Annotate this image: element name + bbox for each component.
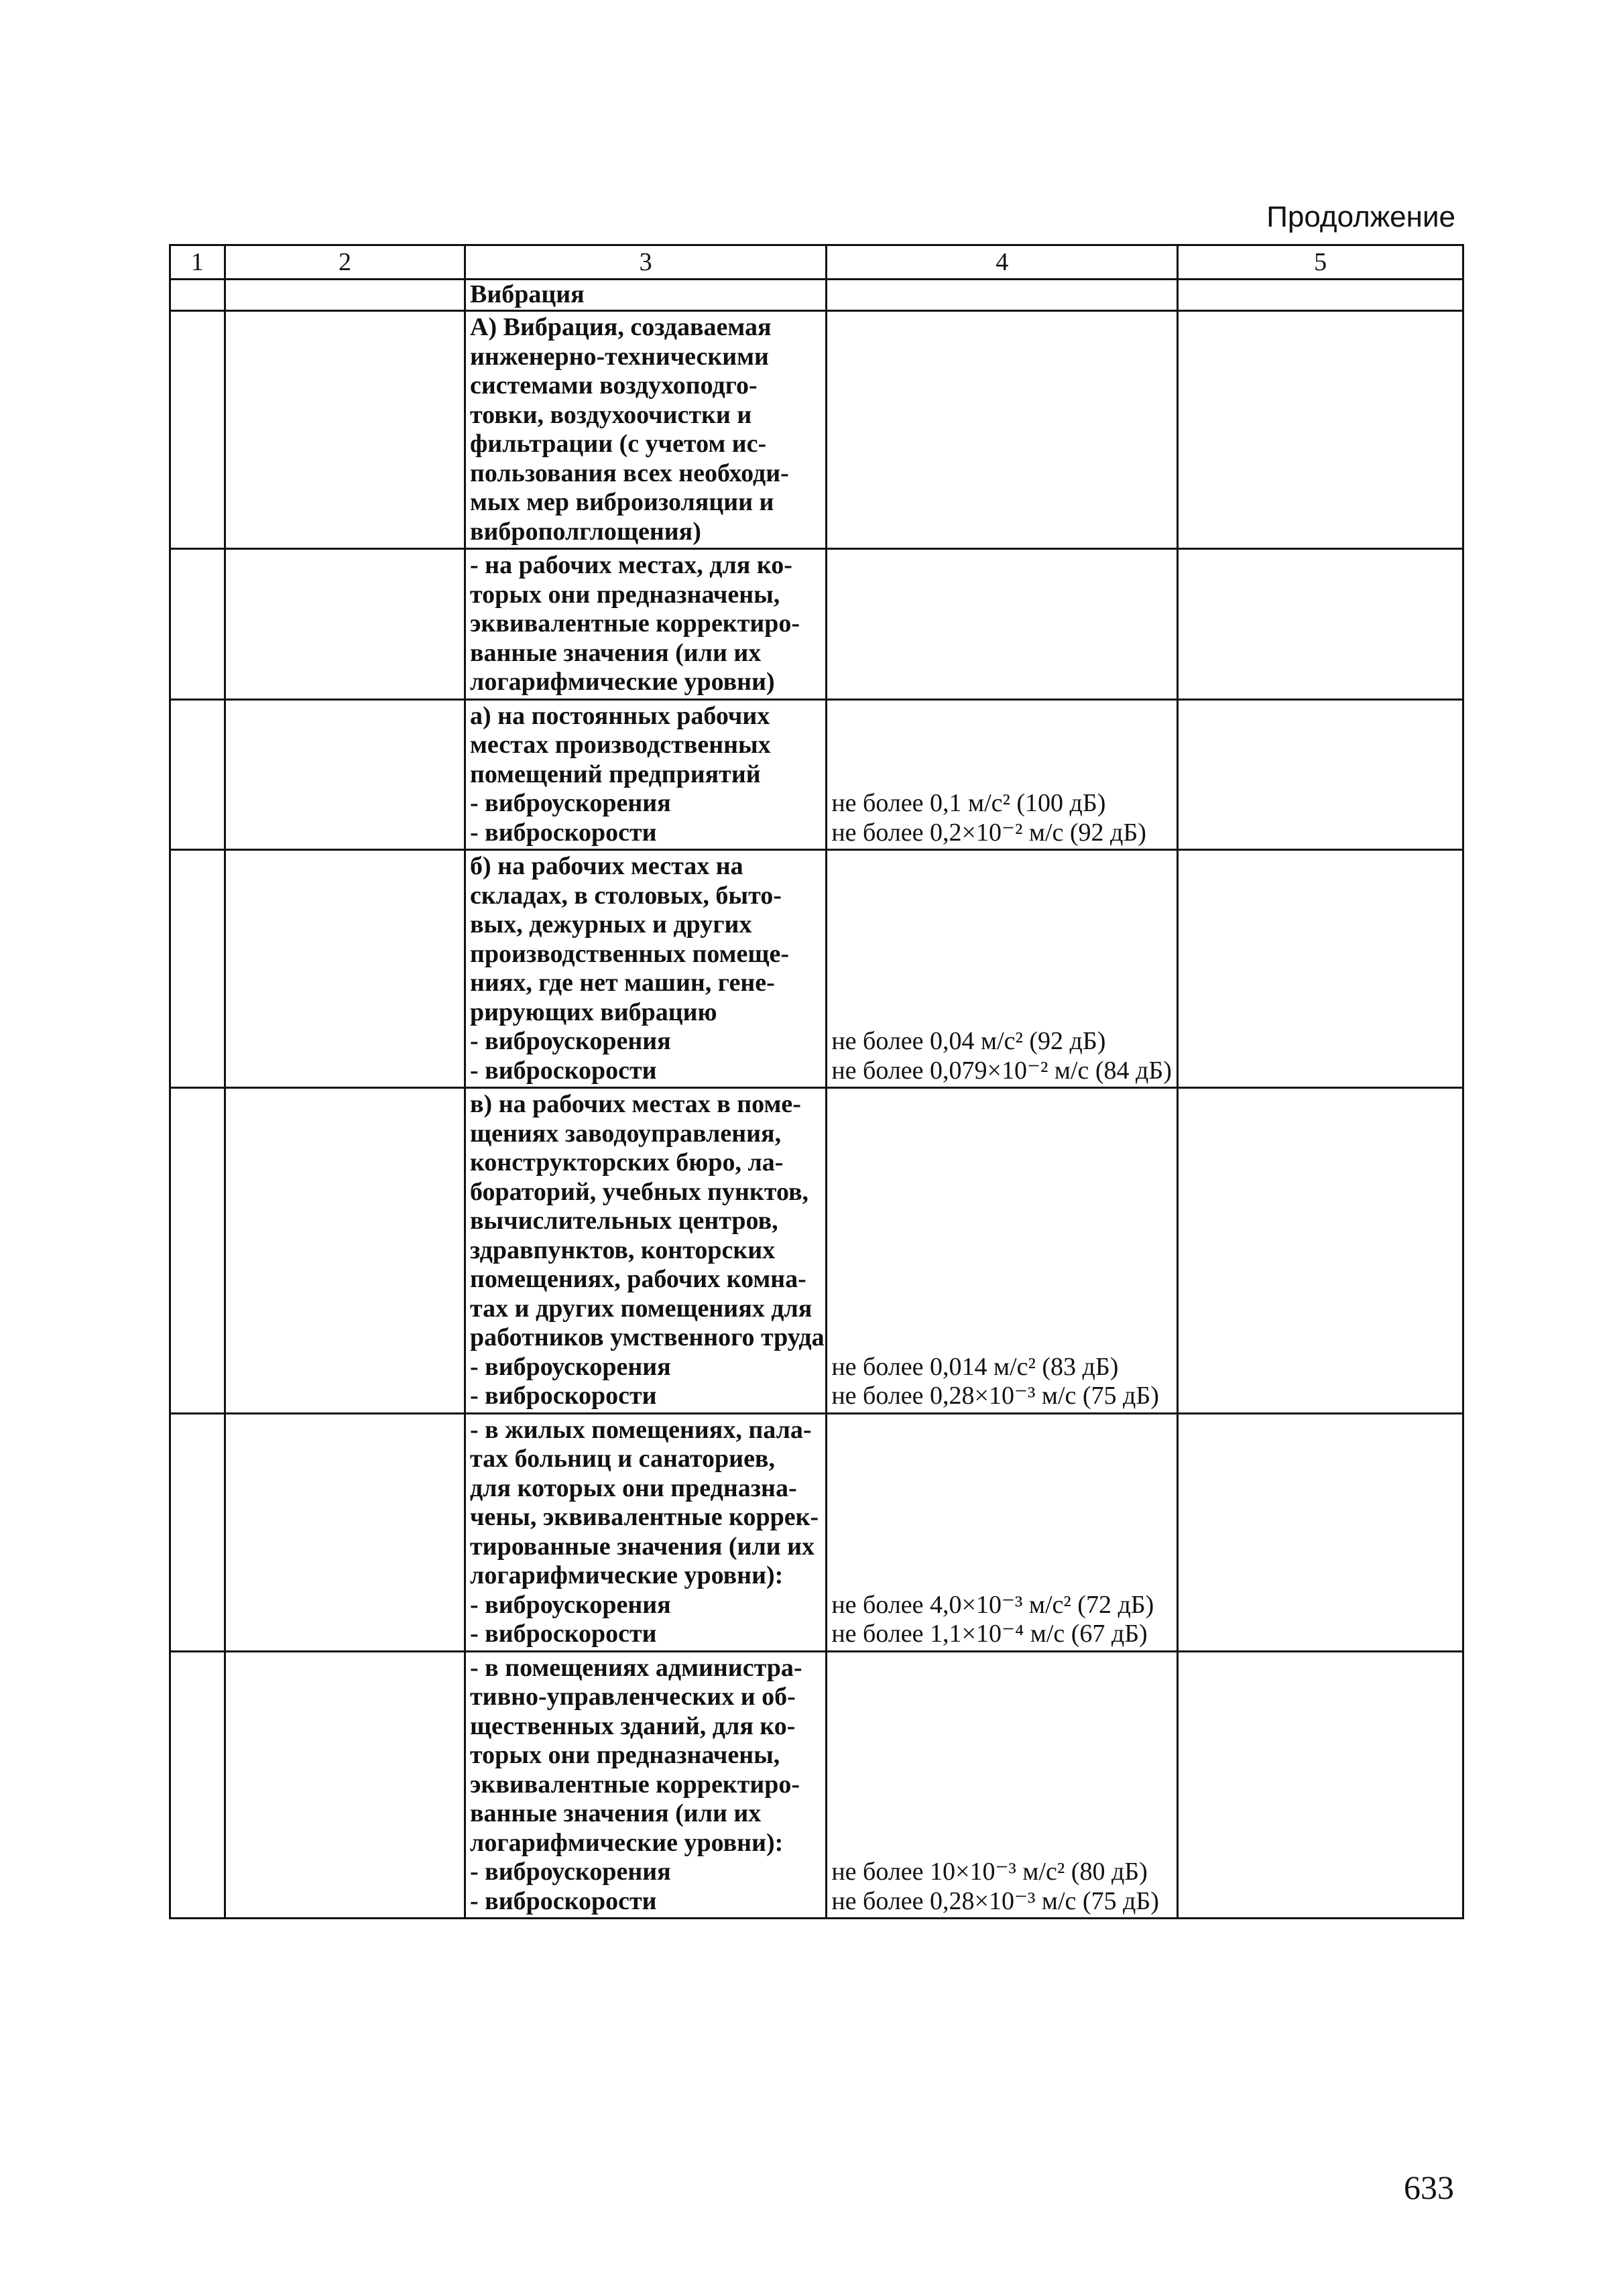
requirement-text [465,1651,827,1919]
requirement-line: ванные значения (или их [470,1799,762,1827]
requirement-line: тах больниц и санаториев, [470,1445,775,1473]
requirement-line: - виброскорости [470,1886,657,1915]
requirement-line: - виброскорости [470,1382,657,1410]
empty-cell [225,1413,465,1651]
column-number: 1 [170,245,225,280]
table-row [170,311,1463,549]
norm-value [827,1413,1178,1651]
requirement-line: местах производственных [470,731,771,759]
empty-cell [1178,311,1463,549]
requirement-text [465,549,827,700]
requirement-text [465,699,827,850]
norm-value-line: не более 0,28×10⁻³ м/с (75 дБ) [831,1382,1159,1410]
norm-value-line: не более 0,04 м/с² (92 дБ) [831,1027,1106,1055]
requirement-line: - виброускорения [470,1352,671,1381]
norm-value [827,1088,1178,1414]
column-number-row [170,245,1463,280]
requirement-line: - виброскорости [470,1620,657,1648]
requirement-line: вых, дежурных и других [470,910,752,939]
requirement-line: - в жилых помещениях, пала- [470,1415,812,1444]
empty-cell [1178,699,1463,850]
empty-cell [225,1651,465,1919]
requirement-line: инженерно-техническими [470,342,769,371]
norm-value-line: не более 0,1 м/с² (100 дБ) [831,789,1106,817]
empty-cell [170,699,225,850]
empty-cell [225,699,465,850]
column-number: 5 [1178,245,1463,280]
requirement-text [465,1088,827,1414]
requirement-line: производственных помеще- [470,939,789,968]
requirement-line: логарифмические уровни) [470,668,775,696]
empty-cell [170,1413,225,1651]
requirement-line: для которых они предназна- [470,1473,797,1502]
empty-cell [170,1651,225,1919]
requirement-line: системами воздухоподго- [470,371,758,400]
table-row [170,1413,1463,1651]
requirement-line: - виброускорения [470,1027,671,1055]
requirement-text [465,850,827,1088]
empty-cell [225,1088,465,1414]
requirement-line: бораторий, учебных пунктов, [470,1177,809,1206]
norm-value-line: не более 0,2×10⁻² м/с (92 дБ) [831,818,1146,847]
norm-value-line: не более 0,079×10⁻² м/с (84 дБ) [831,1056,1172,1085]
requirement-text [465,311,827,549]
section-title: Вибрация [465,280,827,311]
requirement-line: - виброскорости [470,1056,657,1085]
continuation-label: Продолжение [1266,200,1455,233]
empty-cell [1178,1651,1463,1919]
norm-value [827,311,1178,549]
empty-cell [225,311,465,549]
requirement-line: а) на постоянных рабочих [470,701,770,730]
requirement-line: логарифмические уровни): [470,1828,784,1857]
requirement-line: помещениях, рабочих комна- [470,1265,806,1293]
requirement-line: помещений предприятий [470,760,761,788]
empty-cell [170,311,225,549]
requirement-line: конструкторских бюро, ла- [470,1148,784,1176]
table-row [170,1651,1463,1919]
empty-cell [225,850,465,1088]
empty-cell [1178,280,1463,311]
requirement-text [465,1413,827,1651]
column-number: 3 [465,245,827,280]
requirements-table [169,244,1464,1919]
empty-cell [1178,549,1463,700]
requirement-line: товки, воздухоочистки и [470,400,752,429]
norm-value [827,699,1178,850]
empty-cell [225,280,465,311]
requirement-line: - виброускорения [470,1858,671,1886]
empty-cell [1178,1413,1463,1651]
requirement-line: эквивалентные корректиро- [470,609,800,638]
empty-cell [170,280,225,311]
requirement-line: складах, в столовых, быто- [470,881,782,910]
requirement-line: фильтрации (с учетом ис- [470,430,767,458]
requirement-line: - виброскорости [470,818,657,847]
norm-value [827,1651,1178,1919]
requirement-line: щественных зданий, для ко- [470,1711,796,1740]
requirement-line: тах и других помещениях для [470,1294,813,1323]
requirement-line: чены, эквивалентные коррек- [470,1503,819,1531]
requirement-line: вычислительных центров, [470,1207,778,1235]
empty-cell [170,549,225,700]
requirement-line: мых мер виброизоляции и [470,488,774,516]
requirement-line: пользования всех необходи- [470,459,789,487]
requirement-line: рирующих вибрацию [470,998,717,1026]
page-number: 633 [1404,2169,1454,2206]
norm-value [827,549,1178,700]
requirement-line: здравпунктов, конторских [470,1235,776,1264]
requirement-line: щениях заводоуправления, [470,1119,782,1148]
norm-value-line: не более 4,0×10⁻³ м/с² (72 дБ) [831,1590,1154,1619]
requirement-line: тированные значения (или их [470,1532,815,1561]
requirement-line: логарифмические уровни): [470,1561,784,1589]
requirement-line: работников умственного труда [470,1323,825,1351]
table-row [170,699,1463,850]
empty-cell [170,850,225,1088]
requirement-line: б) на рабочих местах на [470,852,743,880]
table-row [170,850,1463,1088]
empty-cell [1178,1088,1463,1414]
requirement-line: тивно-управленческих и об- [470,1683,796,1711]
empty-cell [1178,850,1463,1088]
requirement-line: - виброускорения [470,789,671,817]
norm-value-line: не более 10×10⁻³ м/с² (80 дБ) [831,1858,1148,1886]
requirement-line: - на рабочих местах, для ко- [470,551,792,579]
norm-value-line: не более 0,014 м/с² (83 дБ) [831,1352,1119,1381]
norm-value-line: не более 1,1×10⁻⁴ м/с (67 дБ) [831,1620,1148,1648]
requirement-line: ванные значения (или их [470,638,762,667]
requirement-line: А) Вибрация, создаваемая [470,313,772,341]
norm-value [827,850,1178,1088]
norm-value-line: не более 0,28×10⁻³ м/с (75 дБ) [831,1886,1159,1915]
requirement-line: виброполглощения) [470,517,701,546]
requirement-line: - в помещениях администра- [470,1653,802,1682]
section-title-row [170,280,1463,311]
requirement-line: торых они предназначены, [470,1741,780,1769]
requirement-line: эквивалентные корректиро- [470,1770,800,1799]
requirement-line: торых они предназначены, [470,580,780,609]
table-row [170,1088,1463,1414]
requirement-line: - виброускорения [470,1590,671,1619]
empty-cell [225,549,465,700]
requirement-line: в) на рабочих местах в поме- [470,1090,801,1118]
requirement-line: ниях, где нет машин, гене- [470,969,775,997]
column-number: 4 [827,245,1178,280]
empty-cell [827,280,1178,311]
empty-cell [170,1088,225,1414]
table-row [170,549,1463,700]
column-number: 2 [225,245,465,280]
